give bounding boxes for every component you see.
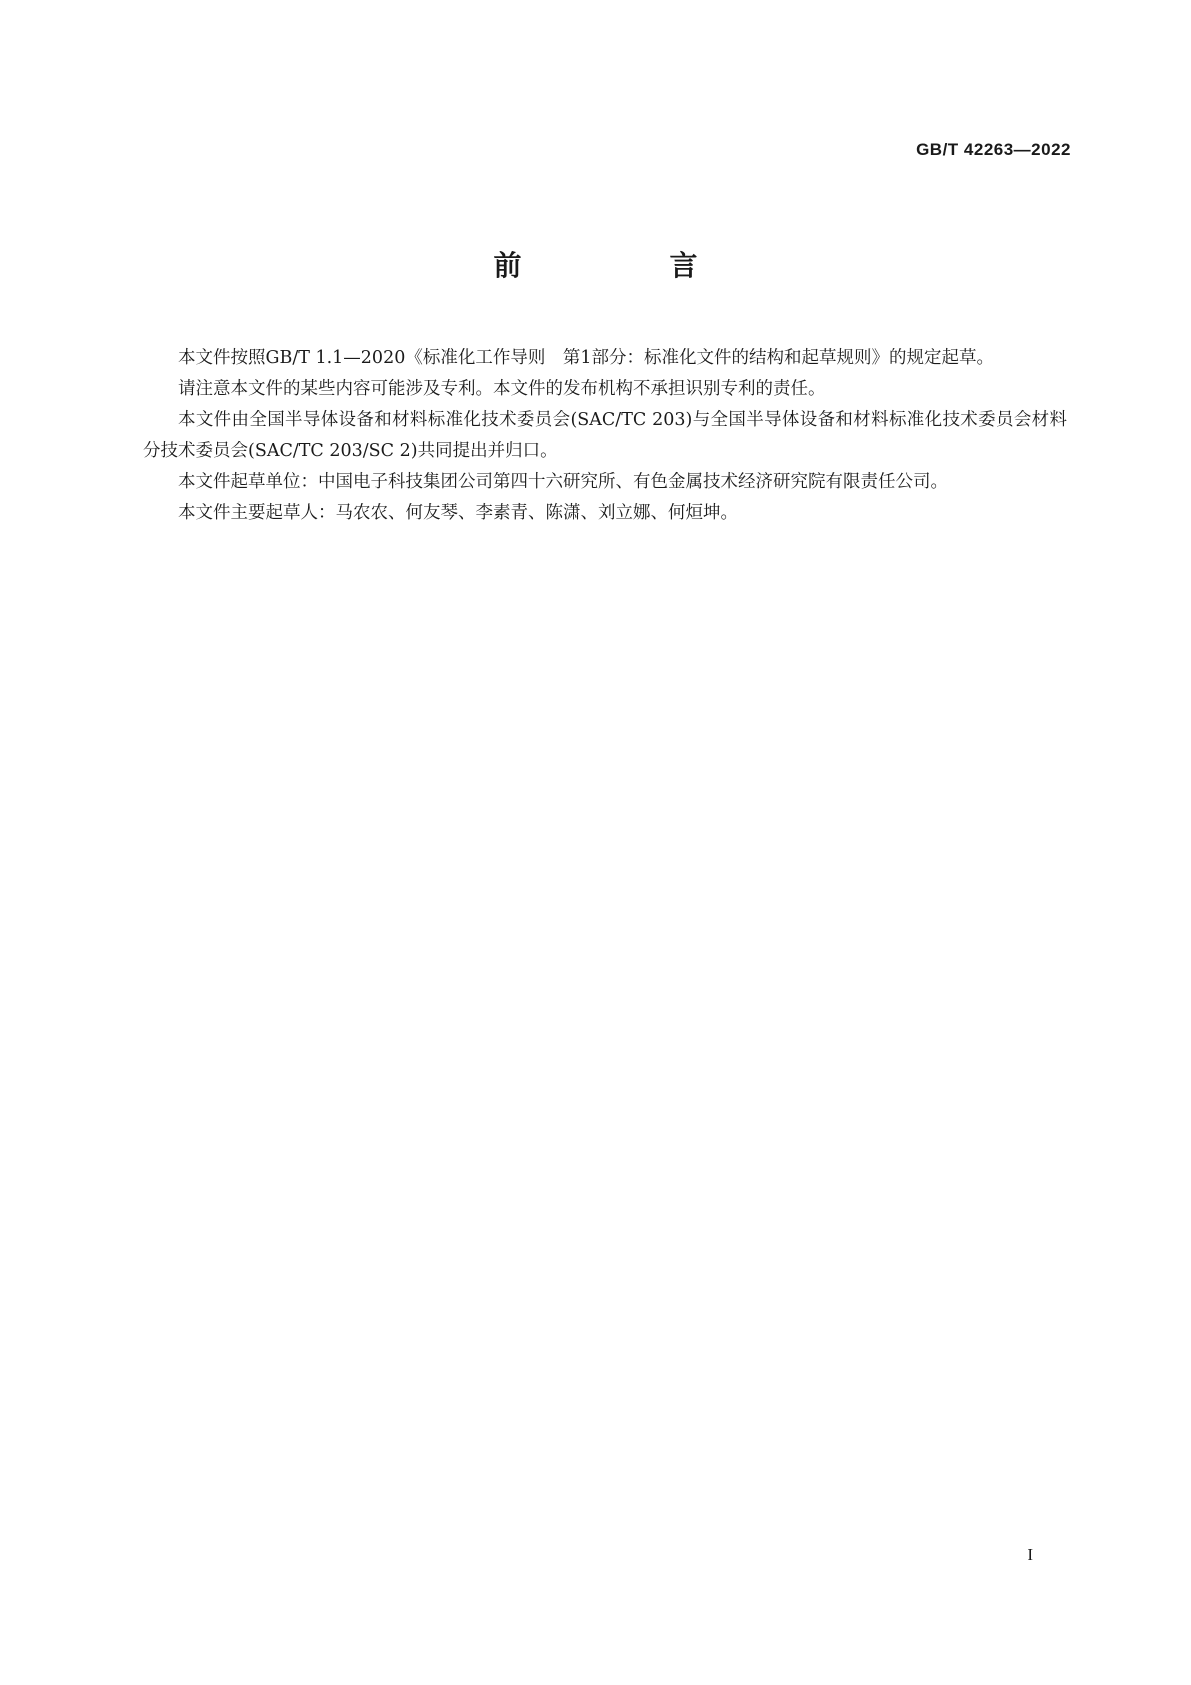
paragraph-proposed-by: 本文件由全国半导体设备和材料标准化技术委员会(SAC/TC 203)与全国半导体设备和材料标准化技术委员会材料分技术委员会(SAC/TC 203/SC 2)共同提出并归口。 [143,410,1067,461]
paragraph-drafting-units: 本文件起草单位：中国电子科技集团公司第四十六研究所、有色金属技术经济研究院有限责任公司。 [178,472,948,492]
paragraph-drafting-rules: 本文件按照GB/T 1.1—2020《标准化工作导则 第1部分：标准化文件的结构和起草规则》的规定起草。 [178,348,994,368]
foreword-body [143,343,1067,529]
document-code: GB/T 42263—2022 [916,140,1071,159]
page-number: I [1027,1545,1033,1564]
paragraph-drafters: 本文件主要起草人：马农农、何友琴、李素青、陈潇、刘立娜、何烜坤。 [178,503,738,523]
paragraph-patent-notice: 请注意本文件的某些内容可能涉及专利。本文件的发布机构不承担识别专利的责任。 [178,379,826,399]
page-title: 前 言 [493,249,758,282]
